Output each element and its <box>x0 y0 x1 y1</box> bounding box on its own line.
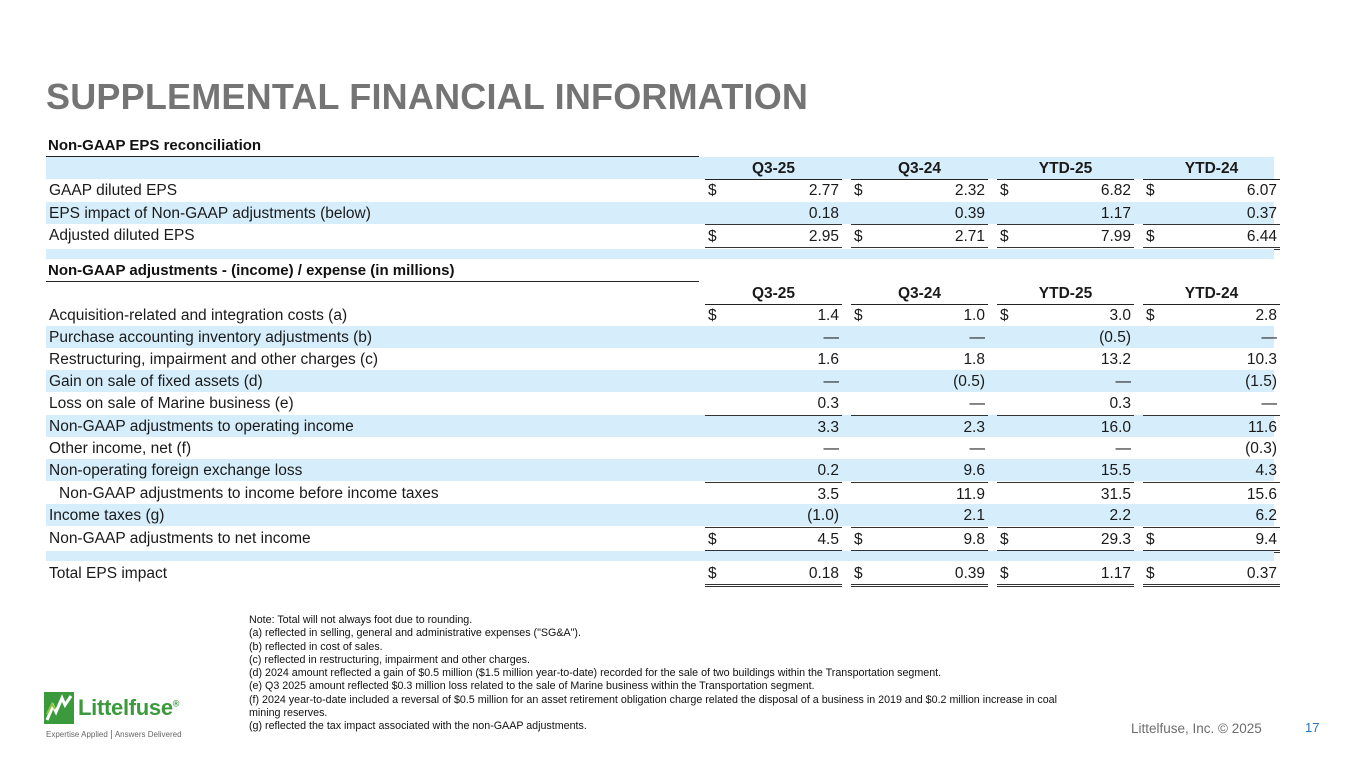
footnotes <box>249 614 1069 734</box>
table-cell: — <box>823 440 839 457</box>
row-label: Gain on sale of fixed assets (d) <box>49 373 263 390</box>
table-cell: $ 4.5 <box>705 527 842 553</box>
row-label: Non-GAAP adjustments to income before income taxes <box>59 485 439 502</box>
column-header: YTD-24 <box>1143 282 1280 305</box>
row-label: Adjusted diluted EPS <box>49 227 195 244</box>
row-label: Total EPS impact <box>49 565 168 582</box>
table-row <box>46 202 1277 224</box>
spacer-row <box>46 249 1274 259</box>
row-label: Purchase accounting inventory adjustments (b) <box>49 329 373 346</box>
table-cell: $ 0.37 <box>1143 562 1280 587</box>
table-cell: (0.5) <box>1099 329 1131 346</box>
table-cell: $ 2.32 <box>854 182 985 199</box>
table-cell: $ 2.77 <box>708 182 839 199</box>
table-cell: 1.8 <box>963 351 985 368</box>
table-row <box>46 179 1277 201</box>
footnote: (b) reflected in cost of sales. <box>249 640 383 653</box>
logo-tagline: Expertise Applied Answers Delivered <box>46 730 182 739</box>
row-label: EPS impact of Non-GAAP adjustments (below) <box>49 205 371 222</box>
footnote: (g) reflected the tax impact associated with the non-GAAP adjustments. <box>249 720 587 733</box>
page-title: SUPPLEMENTAL FINANCIAL INFORMATION <box>46 76 809 117</box>
table-cell: — <box>969 329 985 346</box>
table-cell: 10.3 <box>1246 351 1277 368</box>
column-header: Q3-25 <box>705 282 842 305</box>
table-cell: 13.2 <box>1100 351 1131 368</box>
footer-copyright: Littelfuse, Inc. © 2025 <box>1131 721 1262 736</box>
table-cell: $ 1.17 <box>997 562 1134 587</box>
table-cell: $ 6.44 <box>1143 224 1280 250</box>
table-cell: $ 2.95 <box>705 224 842 250</box>
table-cell: 2.3 <box>851 415 988 438</box>
table-row <box>46 527 1277 549</box>
table-cell: (0.5) <box>953 373 985 390</box>
table-cell: — <box>1115 440 1131 457</box>
table-cell: 0.2 <box>817 462 839 479</box>
table-cell: $ 2.8 <box>1146 307 1277 324</box>
table-cell: 15.5 <box>1100 462 1131 479</box>
column-header: Q3-25 <box>705 157 842 180</box>
row-label: Income taxes (g) <box>49 507 165 524</box>
table-cell: — <box>1261 329 1277 346</box>
table-cell: $ 3.0 <box>1000 307 1131 324</box>
table-cell: 6.2 <box>1255 507 1277 524</box>
table-cell: $ 2.71 <box>851 224 988 250</box>
footnote: (a) reflected in selling, general and administrative expenses ("SG&A"). <box>249 627 581 640</box>
table-cell: $ 0.39 <box>851 562 988 587</box>
table-row <box>46 304 1277 326</box>
row-label: GAAP diluted EPS <box>49 182 178 199</box>
row-label: Acquisition-related and integration costs (a) <box>49 307 348 324</box>
row-label: Non-operating foreign exchange loss <box>49 462 303 479</box>
footnote: (d) 2024 amount reflected a gain of $0.5 million ($1.5 million year-to-date) recorded for the sale of two buildings within the Transportation segment. <box>249 667 942 680</box>
adjustments-header-row <box>46 282 1274 304</box>
column-header: Q3-24 <box>851 282 988 305</box>
table-cell: 11.6 <box>1143 415 1280 438</box>
table-cell: (1.5) <box>1245 373 1277 390</box>
table-cell: $ 1.4 <box>708 307 839 324</box>
littelfuse-logo-icon <box>44 692 74 724</box>
column-header: YTD-25 <box>997 282 1134 305</box>
table-cell: $ 9.8 <box>851 527 988 553</box>
page-number: 17 <box>1305 720 1320 735</box>
eps-section-title: Non-GAAP EPS reconciliation <box>48 137 262 154</box>
row-label: Non-GAAP adjustments to net income <box>49 530 311 547</box>
table-cell: 2.1 <box>963 507 985 524</box>
table-cell: $ 6.07 <box>1146 182 1277 199</box>
table-row <box>46 370 1277 392</box>
row-label: Restructuring, impairment and other charges (c) <box>49 351 379 368</box>
table-cell: 15.6 <box>1143 482 1280 505</box>
table-row <box>46 348 1277 370</box>
footnote: Note: Total will not always foot due to rounding. <box>249 614 473 626</box>
table-cell: — <box>823 373 839 390</box>
column-header: YTD-25 <box>997 157 1134 180</box>
table-cell: 11.9 <box>851 482 988 505</box>
table-row <box>46 415 1277 437</box>
table-row <box>46 326 1277 348</box>
table-cell: $ 29.3 <box>997 527 1134 553</box>
logo-wordmark: Littelfuse® <box>78 695 180 720</box>
total-eps-row <box>46 562 1277 584</box>
table-row <box>46 224 1277 246</box>
row-label: Other income, net (f) <box>49 440 192 457</box>
table-row <box>46 504 1277 526</box>
footnote: (c) reflected in restructuring, impairment and other charges. <box>249 653 530 666</box>
table-cell: (1.0) <box>807 507 839 524</box>
table-row <box>46 459 1277 481</box>
table-cell: 16.0 <box>997 415 1134 438</box>
table-cell: (0.3) <box>1245 440 1277 457</box>
table-row <box>46 392 1277 414</box>
spacer-row <box>46 551 1274 561</box>
table-cell: 0.3 <box>1109 395 1131 412</box>
footnote: (f) 2024 year-to-date included a reversal of $0.5 million for an asset retirement obligation charge related the disposal of a business in 2019 and $0.2 million increase in coal mining reserves. <box>249 693 1057 720</box>
littelfuse-logo <box>44 692 194 742</box>
adjustments-section-title: Non-GAAP adjustments - (income) / expense (in millions) <box>48 262 455 279</box>
table-row <box>46 482 1277 504</box>
table-cell: $ 1.0 <box>854 307 985 324</box>
table-cell: $ 0.18 <box>705 562 842 587</box>
eps-header-row <box>46 157 1274 179</box>
table-cell: — <box>1115 373 1131 390</box>
table-cell: — <box>969 440 985 457</box>
table-cell: 1.6 <box>817 351 839 368</box>
table-cell: 2.2 <box>1109 507 1131 524</box>
row-label: Loss on sale of Marine business (e) <box>49 395 294 412</box>
table-cell: — <box>969 395 985 412</box>
table-cell: — <box>823 329 839 346</box>
table-cell: 0.18 <box>808 205 839 222</box>
row-label: Non-GAAP adjustments to operating income <box>49 418 354 435</box>
table-cell: 0.39 <box>954 205 985 222</box>
table-cell: 0.3 <box>817 395 839 412</box>
table-row <box>46 437 1277 459</box>
table-cell: 9.6 <box>963 462 985 479</box>
footnote: (e) Q3 2025 amount reflected $0.3 million loss related to the sale of Marine business within the Transportation segment. <box>249 680 815 693</box>
table-cell: — <box>1261 395 1277 412</box>
table-cell: 1.17 <box>1100 205 1131 222</box>
table-cell: 3.3 <box>705 415 842 438</box>
table-cell: 4.3 <box>1255 462 1277 479</box>
table-cell: $ 7.99 <box>997 224 1134 250</box>
table-cell: 31.5 <box>997 482 1134 505</box>
table-cell: $ 9.4 <box>1143 527 1280 553</box>
table-cell: $ 6.82 <box>1000 182 1131 199</box>
column-header: Q3-24 <box>851 157 988 180</box>
table-cell: 3.5 <box>705 482 842 505</box>
column-header: YTD-24 <box>1143 157 1280 180</box>
table-cell: 0.37 <box>1246 205 1277 222</box>
